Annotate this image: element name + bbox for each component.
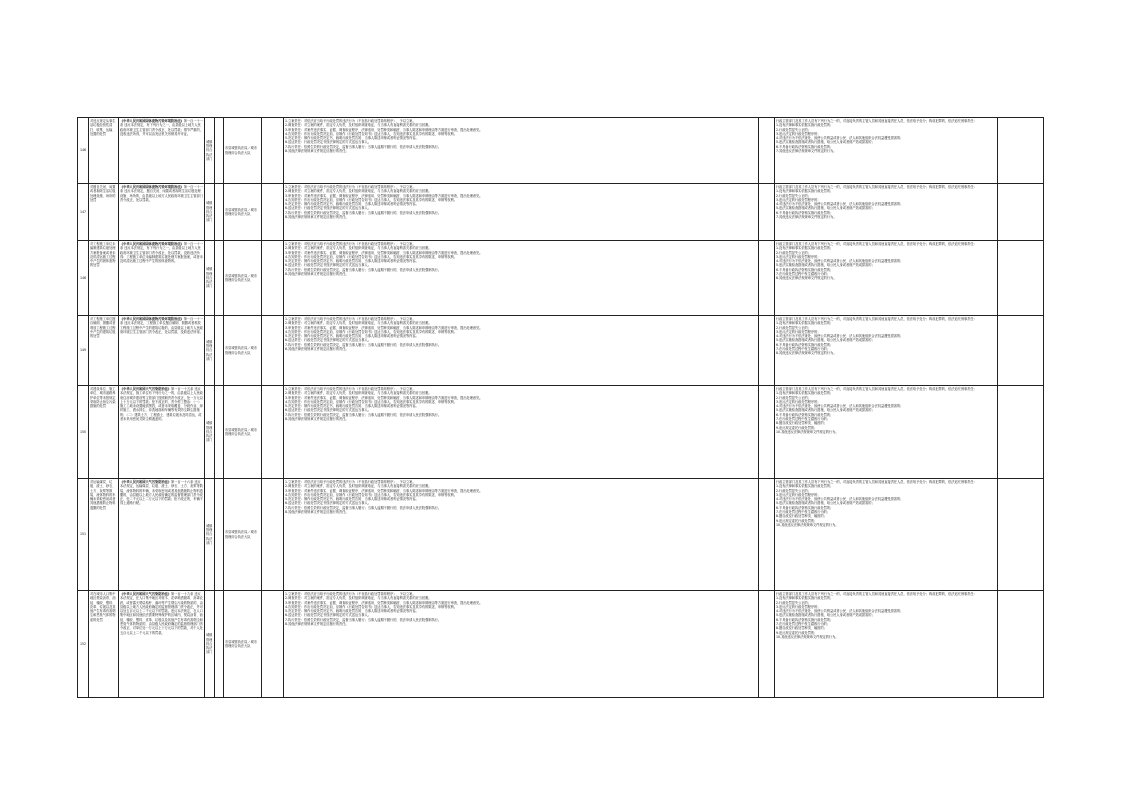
enforcement-subject: 城镇管理综合执法部门 [205,386,215,479]
accountability-line: 6.不具备行政执法资格实施行政处罚的； [776,210,834,215]
duty-line: 2.调查责任：对立案的案件，指定专人负责，及时组织调查取证，与当事人有直接利害关系的应当回避。 [285,123,432,128]
duty-heading [262,241,284,316]
duty-line: 8.其他法律法规规章文件规定应履行的责任。 [285,149,349,154]
resp-heading [759,241,775,316]
responsible-dept: 市县城管执法局／城市管理综合执法大队 [224,386,262,479]
accountability-line: 9.违反规定委托行政处罚的； [776,425,818,430]
accountability-line: 2.行政处罚显失公正的； [776,250,811,255]
legal-basis-title: 《中华人民共和国固体废物污染环境防治法》 [120,185,184,189]
accountability-line: 3.违反法定的行政处罚程序的； [776,399,821,404]
duty-line: 5.决定责任：制作行政处罚决定书，载明行政处罚告知、当事人陈述申辩或者听证情况等内容。 [285,259,419,264]
duty-line: 6.送达责任：行政处罚决定书按法律规定的方式送达当事人。 [285,263,371,268]
duty-line: 4.告知责任：作出行政处罚决定前，应制作《行政处罚告知书》送达当事人，告知违法事实及其享有的陈述、申辩等权利。 [285,197,457,202]
subject-category [215,118,224,184]
duty-list [284,184,759,241]
legal-basis [119,316,205,386]
accountability-line: 4.对违法行为不依法查处，致使公共利益或者公民、法人和其他组织合法权益遭受损害的； [776,497,904,502]
duty-line: 1.立案责任：对依法应当给予行政处罚的违法行为（不包括行政处罚简易程序），予以立案。 [285,480,416,484]
accountability-line: 3.违反法定的行政处罚程序的； [776,604,821,609]
duty-line: 6.送达责任：行政处罚决定书按法律规定的方式送达当事人。 [285,613,371,618]
row-number: 151 [78,479,89,591]
legal-basis-title: 《中华人民共和国大气污染防治法》 [120,480,171,484]
duty-line: 3.审查责任：对案件违法事实、证据、调查取证程序、法律适用、处罚种类和幅度、当事人陈述和申辩理由等方面进行审查，提出处理意见。 [285,193,483,198]
duty-line: 1.立案责任：对依法应当给予行政处罚的违法行为（不包括行政处罚简易程序），予以立案。 [285,317,416,321]
duty-line: 2.调查责任：对立案的案件，指定专人负责，及时组织调查取证，与当事人有直接利害关系的应当回避。 [285,484,432,489]
duty-line: 5.决定责任：制作行政处罚决定书，载明行政处罚告知、当事人陈述申辩或者听证情况等内容。 [285,404,419,409]
legal-basis [119,184,205,241]
duty-line: 8.其他法律法规规章文件规定应履行的责任。 [285,347,349,352]
accountability-line: 7.在行政处罚过程中发生腐败行为的； [776,510,831,515]
subject-category [215,591,224,698]
duty-line: 4.告知责任：作出行政处罚决定前，应制作《行政处罚告知书》送达当事人，告知违法事实及其享有的陈述、申辩等权利。 [285,492,457,497]
accountability-line: 5.违法实施检查措施或者执行措施，给公民人身或者财产造成损害的； [776,613,875,618]
duty-line: 5.决定责任：制作行政处罚决定书，载明行政处罚告知、当事人陈述申辩或者听证情况等内容。 [285,334,419,339]
responsible-dept: 市县城管执法局／城市管理综合执法大队 [224,118,262,184]
legal-basis [119,479,205,591]
responsible-dept: 市县城管执法局／城市管理综合执法大队 [224,184,262,241]
accountability-line: 10.其他违反法律法规规章文件规定的行为。 [776,429,839,434]
legal-basis-text: 第一百一十五条 违反本法规定，施工单位有下列行为之一的，由县级以上人民政府住房城乡建设等主管部门按照职责责令改正，处一万元以上十万元以下的罚款；拒不改正的，责令停工整治：（一）施工工地未设置硬质围挡，或者未采取覆盖、分段作业、择时施工、洒水抑尘、冲洗地面和车辆等有效防尘降尘措施的；（二）建筑土方、工程渣土、建筑垃圾未及时清运，或者未采用密闭式防尘网遮盖的。 [120,387,203,422]
legal-basis-text: 第一百一十一条 违反本法规定，有下列行为之一，由县级以上地方人民政府环境卫生主管部门责令改正，处以罚款，没收违法所得：工程施工单位未编制建筑垃圾处理方案报备案，或者未及时清运施工过程中产生的固体废物的。 [120,242,203,264]
table-row [78,316,1044,386]
duty-line: 5.决定责任：制作行政处罚决定书，载明行政处罚告知、当事人陈述申辩或者听证情况等内容。 [285,202,419,207]
legal-basis-title: 《中华人民共和国大气污染防治法》 [120,387,171,391]
duty-line: 7.执行责任：依照生效的行政处罚决定，监督当事人履行；当事人逾期不履行的，依法申请人民法院强制执行。 [285,342,442,347]
duty-line: 8.其他法律法规规章文件规定应履行的责任。 [285,417,349,422]
duty-line: 6.送达责任：行政处罚决定书按法律规定的方式送达当事人。 [285,206,371,211]
responsible-dept: 市县城管执法局／城市管理综合执法大队 [224,591,262,698]
legal-basis-title: 《中华人民共和国固体废物污染环境防治法》 [120,119,184,123]
row-number: 150 [78,386,89,479]
resp-heading [759,479,775,591]
enforcement-subject: 城镇管理综合执法部门 [205,316,215,386]
accountability-list [775,184,998,241]
accountability-line: 行政主管部门及其工作人员有下列行为之一的，对直接负责的主管人员和其他直接责任人员，依法给予处分；构成犯罪的，依法追究刑事责任： [776,242,977,246]
accountability-list [775,118,998,184]
accountability-line: 7.在行政处罚过程中发生腐败行为的； [776,272,831,277]
accountability-line: 2.行政处罚显失公正的； [776,395,811,400]
accountability-line: 7.其他违反法律法规规章文件规定的行为。 [776,149,837,154]
table-row [78,118,1044,184]
resp-heading [759,386,775,479]
table-row [78,479,1044,591]
duty-list [284,386,759,479]
duty-line: 8.其他法律法规规章文件规定应履行的责任。 [285,215,349,220]
responsibility-table [77,117,1044,698]
accountability-line: 3.违反法定的行政处罚程序的； [776,197,821,202]
legal-basis [119,118,205,184]
accountability-line: 1.没有法律和事实依据实施行政处罚的； [776,391,834,396]
resp-heading [759,316,775,386]
subject-category [215,386,224,479]
row-number: 148 [78,241,89,316]
accountability-line: 4.对违法行为不依法查处，致使公共利益或者公民、法人和其他组织合法权益遭受损害的； [776,609,904,614]
duty-line: 3.审查责任：对案件违法事实、证据、调查取证程序、法律适用、处罚种类和幅度、当事人陈述和申辩理由等方面进行审查，提出处理意见。 [285,395,483,400]
accountability-line: 2.行政处罚显失公正的； [776,193,811,198]
accountability-line: 5.违法实施检查措施或者执行措施，给公民人身或者财产造成损害的； [776,338,875,343]
notes [998,316,1044,386]
accountability-list [775,241,998,316]
accountability-line: 5.违法实施检查措施或者执行措施，给公民人身或者财产造成损害的； [776,140,875,145]
duty-line: 1.立案责任：对依法应当给予行政处罚的违法行为（不包括行政处罚简易程序），予以立案。 [285,387,416,391]
enforcement-subject: 城镇管理综合执法部门 [205,118,215,184]
duty-line: 7.执行责任：依照生效的行政处罚决定，监督当事人履行；当事人逾期不履行的，依法申请人民法院强制执行。 [285,617,442,622]
accountability-line: 6.不具备行政执法资格实施行政处罚的； [776,505,834,510]
accountability-line: 1.没有法律和事实依据实施行政处罚的； [776,123,834,128]
accountability-line: 7.在行政处罚过程中发生腐败行为的； [776,347,831,352]
duty-line: 7.执行责任：依照生效的行政处罚决定，监督当事人履行；当事人逾期不履行的，依法申请人民法院强制执行。 [285,412,442,417]
responsible-dept: 市县城管执法局／城市管理综合执法大队 [224,316,262,386]
accountability-line: 3.违反法定的行政处罚程序的； [776,329,821,334]
accountability-line: 9.违反规定委托行政处罚的； [776,518,818,523]
accountability-line: 1.没有法律和事实依据实施行政处罚的； [776,484,834,489]
notes [998,241,1044,316]
item-name: 对建设单位、施工单位、城市道路养护单位等未按规定采取防止扬尘污染措施的处罚 [89,386,119,479]
accountability-line: 8.擅自改变行政处罚种类、幅度的； [776,514,827,519]
item-name: 对工程施工单位未编制建筑垃圾处理方案报备案或者未及时清运施工过程中产生的固体废物的处罚 [89,241,119,316]
duty-line: 6.送达责任：行政处罚决定书按法律规定的方式送达当事人。 [285,408,371,413]
enforcement-subject: 城镇管理综合执法部门 [205,479,215,591]
subject-category [215,479,224,591]
duty-line: 4.告知责任：作出行政处罚决定前，应制作《行政处罚告知书》送达当事人，告知违法事实及其享有的陈述、申辩等权利。 [285,329,457,334]
duty-heading [262,479,284,591]
table-row [78,184,1044,241]
duty-heading [262,591,284,698]
accountability-line: 2.行政处罚显失公正的； [776,600,811,605]
accountability-line: 9.违反规定委托行政处罚的； [776,630,818,635]
accountability-line: 6.不具备行政执法资格实施行政处罚的； [776,342,834,347]
accountability-line: 4.对违法行为不依法查处，致使公共利益或者公民、法人和其他组织合法权益遭受损害的； [776,136,904,141]
legal-basis-text: 第一百一十九条 违反本法规定，在人口集中地区对树木、花草喷洒剧毒、高毒农药，或者露天焚烧秸秆、落叶等产生烟尘污染的物质的，由县级以上地方人民政府确定的监督管理部门责令改正，并可以处五百元以上二千元以下的罚款。违反本法规定，在人口集中地区和其他依法需要特殊保护的区域内，焚烧沥青、油毡、橡胶、塑料、皮革、垃圾以及其他产生有毒有害烟尘和恶臭气体的物质的，由县级人民政府确定的监督管理部门责令改正，对单位处一万元以上十万元以下的罚款，对个人处五百元以上二千元以下的罚款。 [120,592,203,635]
accountability-line: 7.在行政处罚过程中发生腐败行为的； [776,622,831,627]
accountability-list [775,479,998,591]
duty-line: 5.决定责任：制作行政处罚决定书，载明行政处罚告知、当事人陈述申辩或者听证情况等内容。 [285,609,419,614]
duty-line: 8.其他法律法规规章文件规定应履行的责任。 [285,622,349,627]
duty-list [284,479,759,591]
duty-line: 4.告知责任：作出行政处罚决定前，应制作《行政处罚告知书》送达当事人，告知违法事实及其享有的陈述、申辩等权利。 [285,254,457,259]
duty-line: 1.立案责任：对依法应当给予行政处罚的违法行为（不包括行政处罚简易程序），予以立案。 [285,119,416,123]
accountability-line: 8.其他违反法律法规规章文件规定的行为。 [776,276,837,281]
accountability-line: 1.没有法律和事实依据实施行政处罚的； [776,189,834,194]
duty-line: 8.其他法律法规规章文件规定应履行的责任。 [285,272,349,277]
duty-line: 5.决定责任：制作行政处罚决定书，载明行政处罚告知、当事人陈述申辩或者听证情况等内容。 [285,497,419,502]
duty-line: 3.审查责任：对案件违法事实、证据、调查取证程序、法律适用、处罚种类和幅度、当事人陈述和申辩理由等方面进行审查，提出处理意见。 [285,325,483,330]
legal-basis [119,591,205,698]
resp-heading [759,591,775,698]
duty-line: 4.告知责任：作出行政处罚决定前，应制作《行政处罚告知书》送达当事人，告知违法事实及其享有的陈述、申辩等权利。 [285,131,457,136]
duty-list [284,118,759,184]
duty-line: 7.执行责任：依照生效的行政处罚决定，监督当事人履行；当事人逾期不履行的，依法申请人民法院强制执行。 [285,210,442,215]
accountability-line: 5.违法实施检查措施或者执行措施，给公民人身或者财产造成损害的； [776,263,875,268]
accountability-line: 2.行政处罚显失公正的； [776,325,811,330]
duty-line: 7.执行责任：依照生效的行政处罚决定，监督当事人履行；当事人逾期不履行的，依法申请人民法院强制执行。 [285,267,442,272]
duty-line: 2.调查责任：对立案的案件，指定专人负责，及时组织调查取证，与当事人有直接利害关系的应当回避。 [285,321,432,326]
accountability-line: 7.在行政处罚过程中发生腐败行为的； [776,417,831,422]
accountability-line: 5.违法实施检查措施或者执行措施，给公民人身或者财产造成损害的； [776,501,875,506]
enforcement-subject: 城镇管理综合执法部门 [205,184,215,241]
duty-line: 6.送达责任：行政处罚决定书按法律规定的方式送达当事人。 [285,140,371,145]
accountability-line: 1.没有法律和事实依据实施行政处罚的； [776,246,834,251]
duty-line: 3.审查责任：对案件违法事实、证据、调查取证程序、法律适用、处罚种类和幅度、当事人陈述和申辩理由等方面进行审查，提出处理意见。 [285,488,483,493]
subject-category [215,241,224,316]
duty-line: 3.审查责任：对案件违法事实、证据、调查取证程序、法律适用、处罚种类和幅度、当事人陈述和申辩理由等方面进行审查，提出处理意见。 [285,250,483,255]
accountability-line: 6.不具备行政执法资格实施行政处罚的； [776,617,834,622]
duty-line: 1.立案责任：对依法应当给予行政处罚的违法行为（不包括行政处罚简易程序），予以立案。 [285,185,416,189]
item-name: 对运输煤炭、垃圾、渣土、砂石、土方、灰浆等散装、流体物料的车辆未采取密闭或者其他措施防止物料遗撒的处罚 [89,479,119,591]
accountability-line: 4.对违法行为不依法查处，致使公共利益或者公民、法人和其他组织合法权益遭受损害的； [776,259,904,264]
accountability-line: 6.不具备行政执法资格实施行政处罚的； [776,144,834,149]
accountability-line: 行政主管部门及其工作人员有下列行为之一的，对直接负责的主管人员和其他直接责任人员，依法给予处分；构成犯罪的，依法追究刑事责任： [776,119,977,123]
item-name: 对在城市人口集中地区焚烧沥青、油毡、橡胶、塑料、皮革、垃圾以及其他产生有毒有害烟尘和恶臭气体的物质的处罚 [89,591,119,698]
item-name: 对擅自关闭、闲置或者拆除生活垃圾处理设施、场所的处罚 [89,184,119,241]
legal-basis-text: 第一百一十一条 违反本法规定，工程施工单位擅自倾倒、抛撒或者堆放工程施工过程中产生的建筑垃圾的，由县级以上地方人民政府环境卫生主管部门责令改正，处以罚款，没收违法所得。 [120,317,203,334]
accountability-line: 8.擅自改变行政处罚种类、幅度的； [776,421,827,426]
accountability-list [775,316,998,386]
duty-line: 7.执行责任：依照生效的行政处罚决定，监督当事人履行；当事人逾期不履行的，依法申请人民法院强制执行。 [285,144,442,149]
subject-category [215,316,224,386]
accountability-line: 4.对违法行为不依法查处，致使公共利益或者公民、法人和其他组织合法权益遭受损害的； [776,404,904,409]
accountability-list [775,386,998,479]
duty-list [284,591,759,698]
enforcement-subject: 城镇管理综合执法部门 [205,591,215,698]
duty-line: 6.送达责任：行政处罚决定书按法律规定的方式送达当事人。 [285,501,371,506]
item-name: 对违反规定从事生活垃圾经营性清扫、收集、运输、处置的处罚 [89,118,119,184]
legal-basis-title: 《中华人民共和国固体废物污染环境防治法》 [120,242,184,246]
duty-line: 2.调查责任：对立案的案件，指定专人负责，及时组织调查取证，与当事人有直接利害关系的应当回避。 [285,246,432,251]
duty-line: 2.调查责任：对立案的案件，指定专人负责，及时组织调查取证，与当事人有直接利害关系的应当回避。 [285,189,432,194]
accountability-line: 4.对违法行为不依法查处，致使公共利益或者公民、法人和其他组织合法权益遭受损害的； [776,334,904,339]
duty-line: 7.执行责任：依照生效的行政处罚决定，监督当事人履行；当事人逾期不履行的，依法申请人民法院强制执行。 [285,505,442,510]
accountability-line: 8.其他违反法律法规规章文件规定的行为。 [776,351,837,356]
responsible-dept: 市县城管执法局／城市管理综合执法大队 [224,241,262,316]
table-row [78,386,1044,479]
legal-basis-title: 《中华人民共和国固体废物污染环境防治法》 [120,317,184,321]
subject-category [215,184,224,241]
enforcement-subject: 城镇管理综合执法部门 [205,241,215,316]
accountability-line: 5.违法实施检查措施或者执行措施，给公民人身或者财产造成损害的； [776,408,875,413]
notes [998,591,1044,698]
accountability-line: 行政主管部门及其工作人员有下列行为之一的，对直接负责的主管人员和其他直接责任人员，依法给予处分；构成犯罪的，依法追究刑事责任： [776,185,977,189]
duty-line: 3.审查责任：对案件违法事实、证据、调查取证程序、法律适用、处罚种类和幅度、当事人陈述和申辩理由等方面进行审查，提出处理意见。 [285,127,483,132]
accountability-line: 行政主管部门及其工作人员有下列行为之一的，对直接负责的主管人员和其他直接责任人员，依法给予处分；构成犯罪的，依法追究刑事责任： [776,317,977,321]
resp-heading [759,118,775,184]
accountability-line: 行政主管部门及其工作人员有下列行为之一的，对直接负责的主管人员和其他直接责任人员，依法给予处分；构成犯罪的，依法追究刑事责任： [776,592,977,596]
accountability-line: 5.违法实施检查措施或者执行措施，给公民人身或者财产造成损害的； [776,206,875,211]
row-number: 149 [78,316,89,386]
accountability-line: 10.其他违反法律法规规章文件规定的行为。 [776,634,839,639]
duty-line: 1.立案责任：对依法应当给予行政处罚的违法行为（不包括行政处罚简易程序），予以立案。 [285,592,416,596]
duty-line: 2.调查责任：对立案的案件，指定专人负责，及时组织调查取证，与当事人有直接利害关系的应当回避。 [285,596,432,601]
row-number: 152 [78,591,89,698]
accountability-list [775,591,998,698]
duty-line: 2.调查责任：对立案的案件，指定专人负责，及时组织调查取证，与当事人有直接利害关系的应当回避。 [285,391,432,396]
duty-line: 5.决定责任：制作行政处罚决定书，载明行政处罚告知、当事人陈述申辩或者听证情况等内容。 [285,136,419,141]
accountability-line: 1.没有法律和事实依据实施行政处罚的； [776,596,834,601]
item-name: 对工程施工单位擅自倾倒、抛撒或者堆放工程施工过程中产生的建筑垃圾的处罚 [89,316,119,386]
table-row [78,241,1044,316]
duty-line: 4.告知责任：作出行政处罚决定前，应制作《行政处罚告知书》送达当事人，告知违法事实及其享有的陈述、申辩等权利。 [285,399,457,404]
accountability-line: 6.不具备行政执法资格实施行政处罚的； [776,412,834,417]
duty-heading [262,386,284,479]
duty-heading [262,118,284,184]
duty-line: 1.立案责任：对依法应当给予行政处罚的违法行为（不包括行政处罚简易程序），予以立案。 [285,242,416,246]
accountability-line: 2.行政处罚显失公正的； [776,488,811,493]
accountability-line: 7.其他违反法律法规规章文件规定的行为。 [776,215,837,220]
duty-heading [262,184,284,241]
duty-list [284,316,759,386]
legal-basis-text: 第一百一十一条 违反本法规定，擅自关闭、闲置或者拆除生活垃圾处理设施、场所的，由县级以上地方人民政府环境卫生主管部门责令改正，处以罚款。 [120,185,203,202]
row-number: 147 [78,184,89,241]
duty-line: 8.其他法律法规规章文件规定应履行的责任。 [285,510,349,515]
resp-heading [759,184,775,241]
accountability-line: 1.没有法律和事实依据实施行政处罚的； [776,321,834,326]
accountability-line: 6.不具备行政执法资格实施行政处罚的； [776,267,834,272]
duty-list [284,241,759,316]
legal-basis-text: 第一百一十一条 违反本法规定，有下列行为之一，由县级以上地方人民政府环境卫生主管部门责令改正，处以罚款；情节严重的，没收违法所得，并可以由发证机关吊销其许可证。 [120,119,203,136]
accountability-line: 2.行政处罚显失公正的； [776,127,811,132]
legal-basis [119,386,205,479]
accountability-line: 行政主管部门及其工作人员有下列行为之一的，对直接负责的主管人员和其他直接责任人员，依法给予处分；构成犯罪的，依法追究刑事责任： [776,387,977,391]
accountability-line: 4.对违法行为不依法查处，致使公共利益或者公民、法人和其他组织合法权益遭受损害的； [776,202,904,207]
accountability-line: 3.违反法定的行政处罚程序的； [776,492,821,497]
legal-basis-text: 第一百一十六条 违反本法规定，运输煤炭、垃圾、渣土、砂石、土方、灰浆等散装、流体物料的车辆，未采取密闭或者其他措施防止物料遗撒的，由县级以上地方人民政府确定的监督管理部门责令改正，处二千元以上二万元以下的罚款；拒不改正的，车辆不得上道路行驶。 [120,480,203,506]
duty-line: 6.送达责任：行政处罚决定书按法律规定的方式送达当事人。 [285,338,371,343]
legal-basis-title: 《中华人民共和国大气污染防治法》 [120,592,171,596]
legal-basis [119,241,205,316]
accountability-line: 行政主管部门及其工作人员有下列行为之一的，对直接负责的主管人员和其他直接责任人员，依法给予处分；构成犯罪的，依法追究刑事责任： [776,480,977,484]
accountability-line: 10.其他违反法律法规规章文件规定的行为。 [776,522,839,527]
responsible-dept: 市县城管执法局／城市管理综合执法大队 [224,479,262,591]
table-body [78,118,1044,698]
table-row [78,591,1044,698]
notes [998,184,1044,241]
duty-line: 4.告知责任：作出行政处罚决定前，应制作《行政处罚告知书》送达当事人，告知违法事实及其享有的陈述、申辩等权利。 [285,604,457,609]
notes [998,386,1044,479]
notes [998,118,1044,184]
row-number: 146 [78,118,89,184]
accountability-line: 8.擅自改变行政处罚种类、幅度的； [776,626,827,631]
notes [998,479,1044,591]
accountability-line: 3.违反法定的行政处罚程序的； [776,254,821,259]
accountability-line: 3.违反法定的行政处罚程序的； [776,131,821,136]
duty-line: 3.审查责任：对案件违法事实、证据、调查取证程序、法律适用、处罚种类和幅度、当事人陈述和申辩理由等方面进行审查，提出处理意见。 [285,600,483,605]
duty-heading [262,316,284,386]
